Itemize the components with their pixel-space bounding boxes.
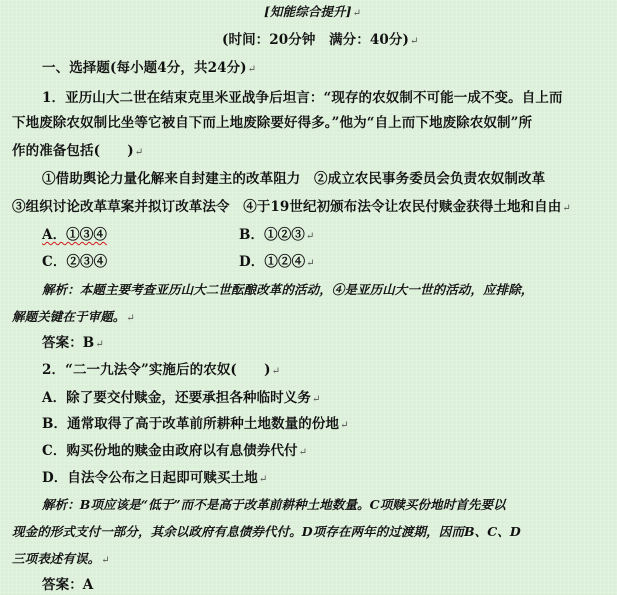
question-1-stem: 1．亚历山大二世在结束克里米亚战争后坦言：“现存的农奴制不可能一成不变。自上而: [42, 90, 563, 106]
option-b: B．①②③: [239, 227, 305, 243]
question-2-analysis-cont: 现金的形式支付一部分，其余以政府有息债券代付。D项存在两年的过渡期，因而B、C、D: [12, 524, 521, 539]
option-d: D．①②④: [239, 254, 306, 270]
question-1-analysis-cont: 解题关键在于审题。↵: [12, 309, 135, 324]
question-1-options-row2: C．②③④ D．①②④↵: [42, 254, 315, 270]
question-1-options-row1: A．①③④ B．①②③↵: [42, 227, 315, 243]
question-1-items: ①借助舆论力量化解来自封建主的改革阻力 ②成立农民事务委员会负责农奴制改革: [42, 171, 546, 187]
question-1-stem-end: 作的准备包括( )↵: [12, 143, 144, 159]
question-2-analysis: 解析：B项应该是“低于”而不是高于改革前耕种土地数量。C项赎买份地时首先要以: [42, 497, 506, 512]
option-c: C．②③④: [42, 254, 108, 270]
question-2-option-a: A．除了要交付赎金，还要承担各种临时义务↵: [42, 390, 321, 406]
question-2-answer: 答案：A: [42, 577, 94, 593]
question-1-stem-cont: 下地废除农奴制比坐等它被自下而上地废除要好得多。”他为“自上而下地废除农奴制”所: [12, 115, 533, 131]
option-a: A．①③④: [42, 227, 107, 243]
question-2-analysis-end: 三项表述有误。↵: [12, 551, 110, 566]
section-title: [知能综合提升]↵: [264, 4, 362, 19]
question-2-stem: 2．“二一九法令”实施后的农奴( )↵: [42, 362, 281, 378]
question-1-items-cont: ③组织讨论改革草案并拟订改革法令 ④于19世纪初颁布法令让农民付赎金获得土地和自由↵: [12, 199, 571, 215]
section-heading: 一、选择题(每小题4分，共24分)↵: [42, 60, 257, 76]
question-2-option-b: B．通常取得了高于改革前所耕种土地数量的份地↵: [42, 416, 349, 432]
time-limit: (时间：20分钟 满分：40分)↵: [222, 32, 419, 48]
question-2-option-c: C．购买份地的赎金由政府以有息债券代付↵: [42, 443, 308, 459]
question-2-option-d: D．自法令公布之日起即可赎买土地↵: [42, 470, 268, 486]
question-1-answer: 答案：B↵: [42, 335, 104, 351]
question-1-analysis: 解析：本题主要考查亚历山大二世酝酿改革的活动，④是亚历山大一世的活动，应排除，: [42, 282, 534, 297]
